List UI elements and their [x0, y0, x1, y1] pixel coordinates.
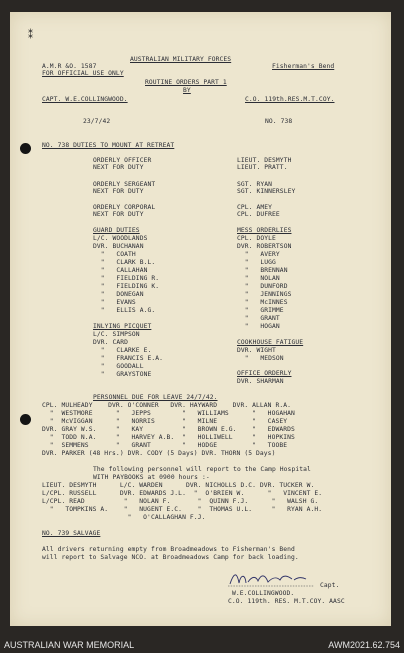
captain-name: CAPT. W.E.COLLINGWOOD.: [42, 96, 128, 103]
inlying-item: L/C. SIMPSON: [93, 331, 140, 338]
cookhouse-item: " MEDSON: [237, 355, 284, 362]
mess-item: " McINNES: [237, 299, 288, 306]
mess-item: " LUGG: [237, 259, 276, 266]
hospital-row: L/CPL. RUSSELL DVR. EDWARDS J.L. " O'BRIEN W. " VINCENT E.: [42, 490, 323, 497]
mess-item: " HOGAN: [237, 323, 280, 330]
leave-row: " TODD N.A. " HARVEY A.B. " HOLLIWELL " HOPKINS: [42, 434, 295, 441]
leave-row: DVR. PARKER (48 Hrs.) DVR. CODY (5 Days) DVR. THORN (5 Days): [42, 450, 276, 457]
section-739-title: NO. 739 SALVAGE: [42, 530, 101, 537]
guard-item: " CLARK B.L.: [93, 259, 156, 266]
duty-left: NEXT FOR DUTY: [93, 211, 144, 218]
guard-item: " EVANS: [93, 299, 136, 306]
hospital-line-1: The following personnel will report to the Camp Hospital: [93, 466, 311, 473]
hospital-row: LIEUT. DESMYTH L/C. WARDEN DVR. NICHOLLS D.C. DVR. TUCKER W.: [42, 482, 315, 489]
signature-name: W.E.COLLINGWOOD.: [232, 590, 295, 597]
leave-row: DVR. GRAY W.S. " KAY " BROWN E.G. " EDWARDS: [42, 426, 295, 433]
hospital-row: " TOMPKINS A. " NUGENT E.C. " THOMAS U.L. " RYAN A.H.: [42, 506, 323, 513]
salvage-line-2: will report to Salvage NCO. at Broadmeadows Camp for back loading.: [42, 554, 299, 561]
punch-hole-top: [20, 143, 31, 154]
leave-title: PERSONNEL DUE FOR LEAVE 24/7/42.: [93, 394, 218, 401]
pin-mark-icon: ⁑: [28, 30, 33, 41]
guard-item: " CALLAHAN: [93, 267, 148, 274]
mess-item: " JENNINGS: [237, 291, 292, 298]
cookhouse-item: DVR. WIGHT: [237, 347, 276, 354]
duty-left: NEXT FOR DUTY: [93, 164, 144, 171]
leave-row: CPL. MULHEADY DVR. O'CONNER DVR. HAYWARD DVR. ALLAN R.A.: [42, 402, 292, 409]
leave-row: " SEMMENS " GRANT " HODGE " TOOBE: [42, 442, 288, 449]
inlying-item: " GOODALL: [93, 363, 144, 370]
org-heading: AUSTRALIAN MILITARY FORCES: [130, 56, 232, 63]
mess-item: " BRENNAN: [237, 267, 288, 274]
by-label: BY: [183, 87, 191, 94]
footer-accession-number: AWM2021.62.754: [328, 640, 400, 650]
hospital-line-2: WITH PAYBOOKS at 0900 hours :-: [93, 474, 210, 481]
guard-item: L/C. WOODLANDS: [93, 235, 148, 242]
duty-right: CPL. AMEY: [237, 204, 273, 211]
duty-left: ORDERLY SERGEANT: [93, 181, 156, 188]
mess-item: " GRANT: [237, 315, 280, 322]
leave-row: " McVIGGAN " NORRIS " MILNE " CASEY: [42, 418, 288, 425]
official-use: FOR OFFICIAL USE ONLY: [42, 70, 124, 77]
mess-item: DVR. ROBERTSON: [237, 243, 292, 250]
guard-item: " DONEGAN: [93, 291, 144, 298]
routine-orders: ROUTINE ORDERS PART 1: [145, 79, 227, 86]
duty-right: CPL. DUFREE: [237, 211, 280, 218]
guard-item: " FIELDING R.: [93, 275, 160, 282]
footer-institution: AUSTRALIAN WAR MEMORIAL: [4, 640, 135, 650]
hospital-row: L/CPL. READ " NOLAN F. " QUINN F.J. " WALSH G.: [42, 498, 319, 505]
mess-orderlies-title: MESS ORDERLIES: [237, 227, 292, 234]
guard-item: DVR. BUCHANAN: [93, 243, 144, 250]
section-738-title: NO. 738 DUTIES TO MOUNT AT RETREAT: [42, 142, 175, 149]
duty-left: NEXT FOR DUTY: [93, 188, 144, 195]
duty-left: ORDERLY CORPORAL: [93, 204, 156, 211]
duty-right: LIEUT. PRATT.: [237, 164, 288, 171]
inlying-item: " GRAYSTONE: [93, 371, 152, 378]
guard-item: " FIELDING K.: [93, 283, 160, 290]
mess-item: " AVERY: [237, 251, 280, 258]
salvage-line-1: All drivers returning empty from Broadmeadows to Fisherman's Bend: [42, 546, 295, 553]
leave-row: " WESTMORE " JEPPS " WILLIAMS " HOGAHAN: [42, 410, 295, 417]
mess-item: " GRIMME: [237, 307, 284, 314]
co-unit: C.O. 119th.RES.M.T.COY.: [245, 96, 335, 103]
location: Fisherman's Bend: [272, 63, 335, 70]
archive-footer: [0, 626, 404, 653]
signature-title: C.O. 119th. RES. M.T.COY. AASC: [228, 598, 345, 605]
guard-duties-title: GUARD DUTIES: [93, 227, 140, 234]
duty-right: SGT. RYAN: [237, 181, 273, 188]
mess-item: CPL. DOYLE: [237, 235, 276, 242]
guard-item: " COATH: [93, 251, 136, 258]
handwritten-signature: [228, 570, 318, 588]
inlying-item: DVR. CARD: [93, 339, 129, 346]
cookhouse-title: COOKHOUSE FATIGUE: [237, 339, 304, 346]
office-item: DVR. SHARMAN: [237, 378, 284, 385]
inlying-item: " FRANCIS E.A.: [93, 355, 164, 362]
order-number: NO. 738: [265, 118, 293, 125]
mess-item: " NOLAN: [237, 275, 280, 282]
amr-ref: A.M.R &O. 1587: [42, 63, 97, 70]
duty-left: ORDERLY OFFICER: [93, 157, 152, 164]
duty-right: SGT. KINNERSLEY: [237, 188, 296, 195]
inlying-item: " CLARKE E.: [93, 347, 152, 354]
guard-item: " ELLIS A.G.: [93, 307, 156, 314]
mess-item: " DUNFORD: [237, 283, 288, 290]
office-orderly-title: OFFICE ORDERLY: [237, 370, 292, 377]
punch-hole-bottom: [20, 414, 31, 425]
duty-right: LIEUT. DESMYTH: [237, 157, 292, 164]
order-date: 23/7/42: [83, 118, 111, 125]
inlying-picquet-title: INLYING PICQUET: [93, 323, 152, 330]
hospital-row: " O'CALLAGHAN F.J.: [42, 514, 206, 521]
signature-capt: Capt.: [320, 582, 340, 589]
